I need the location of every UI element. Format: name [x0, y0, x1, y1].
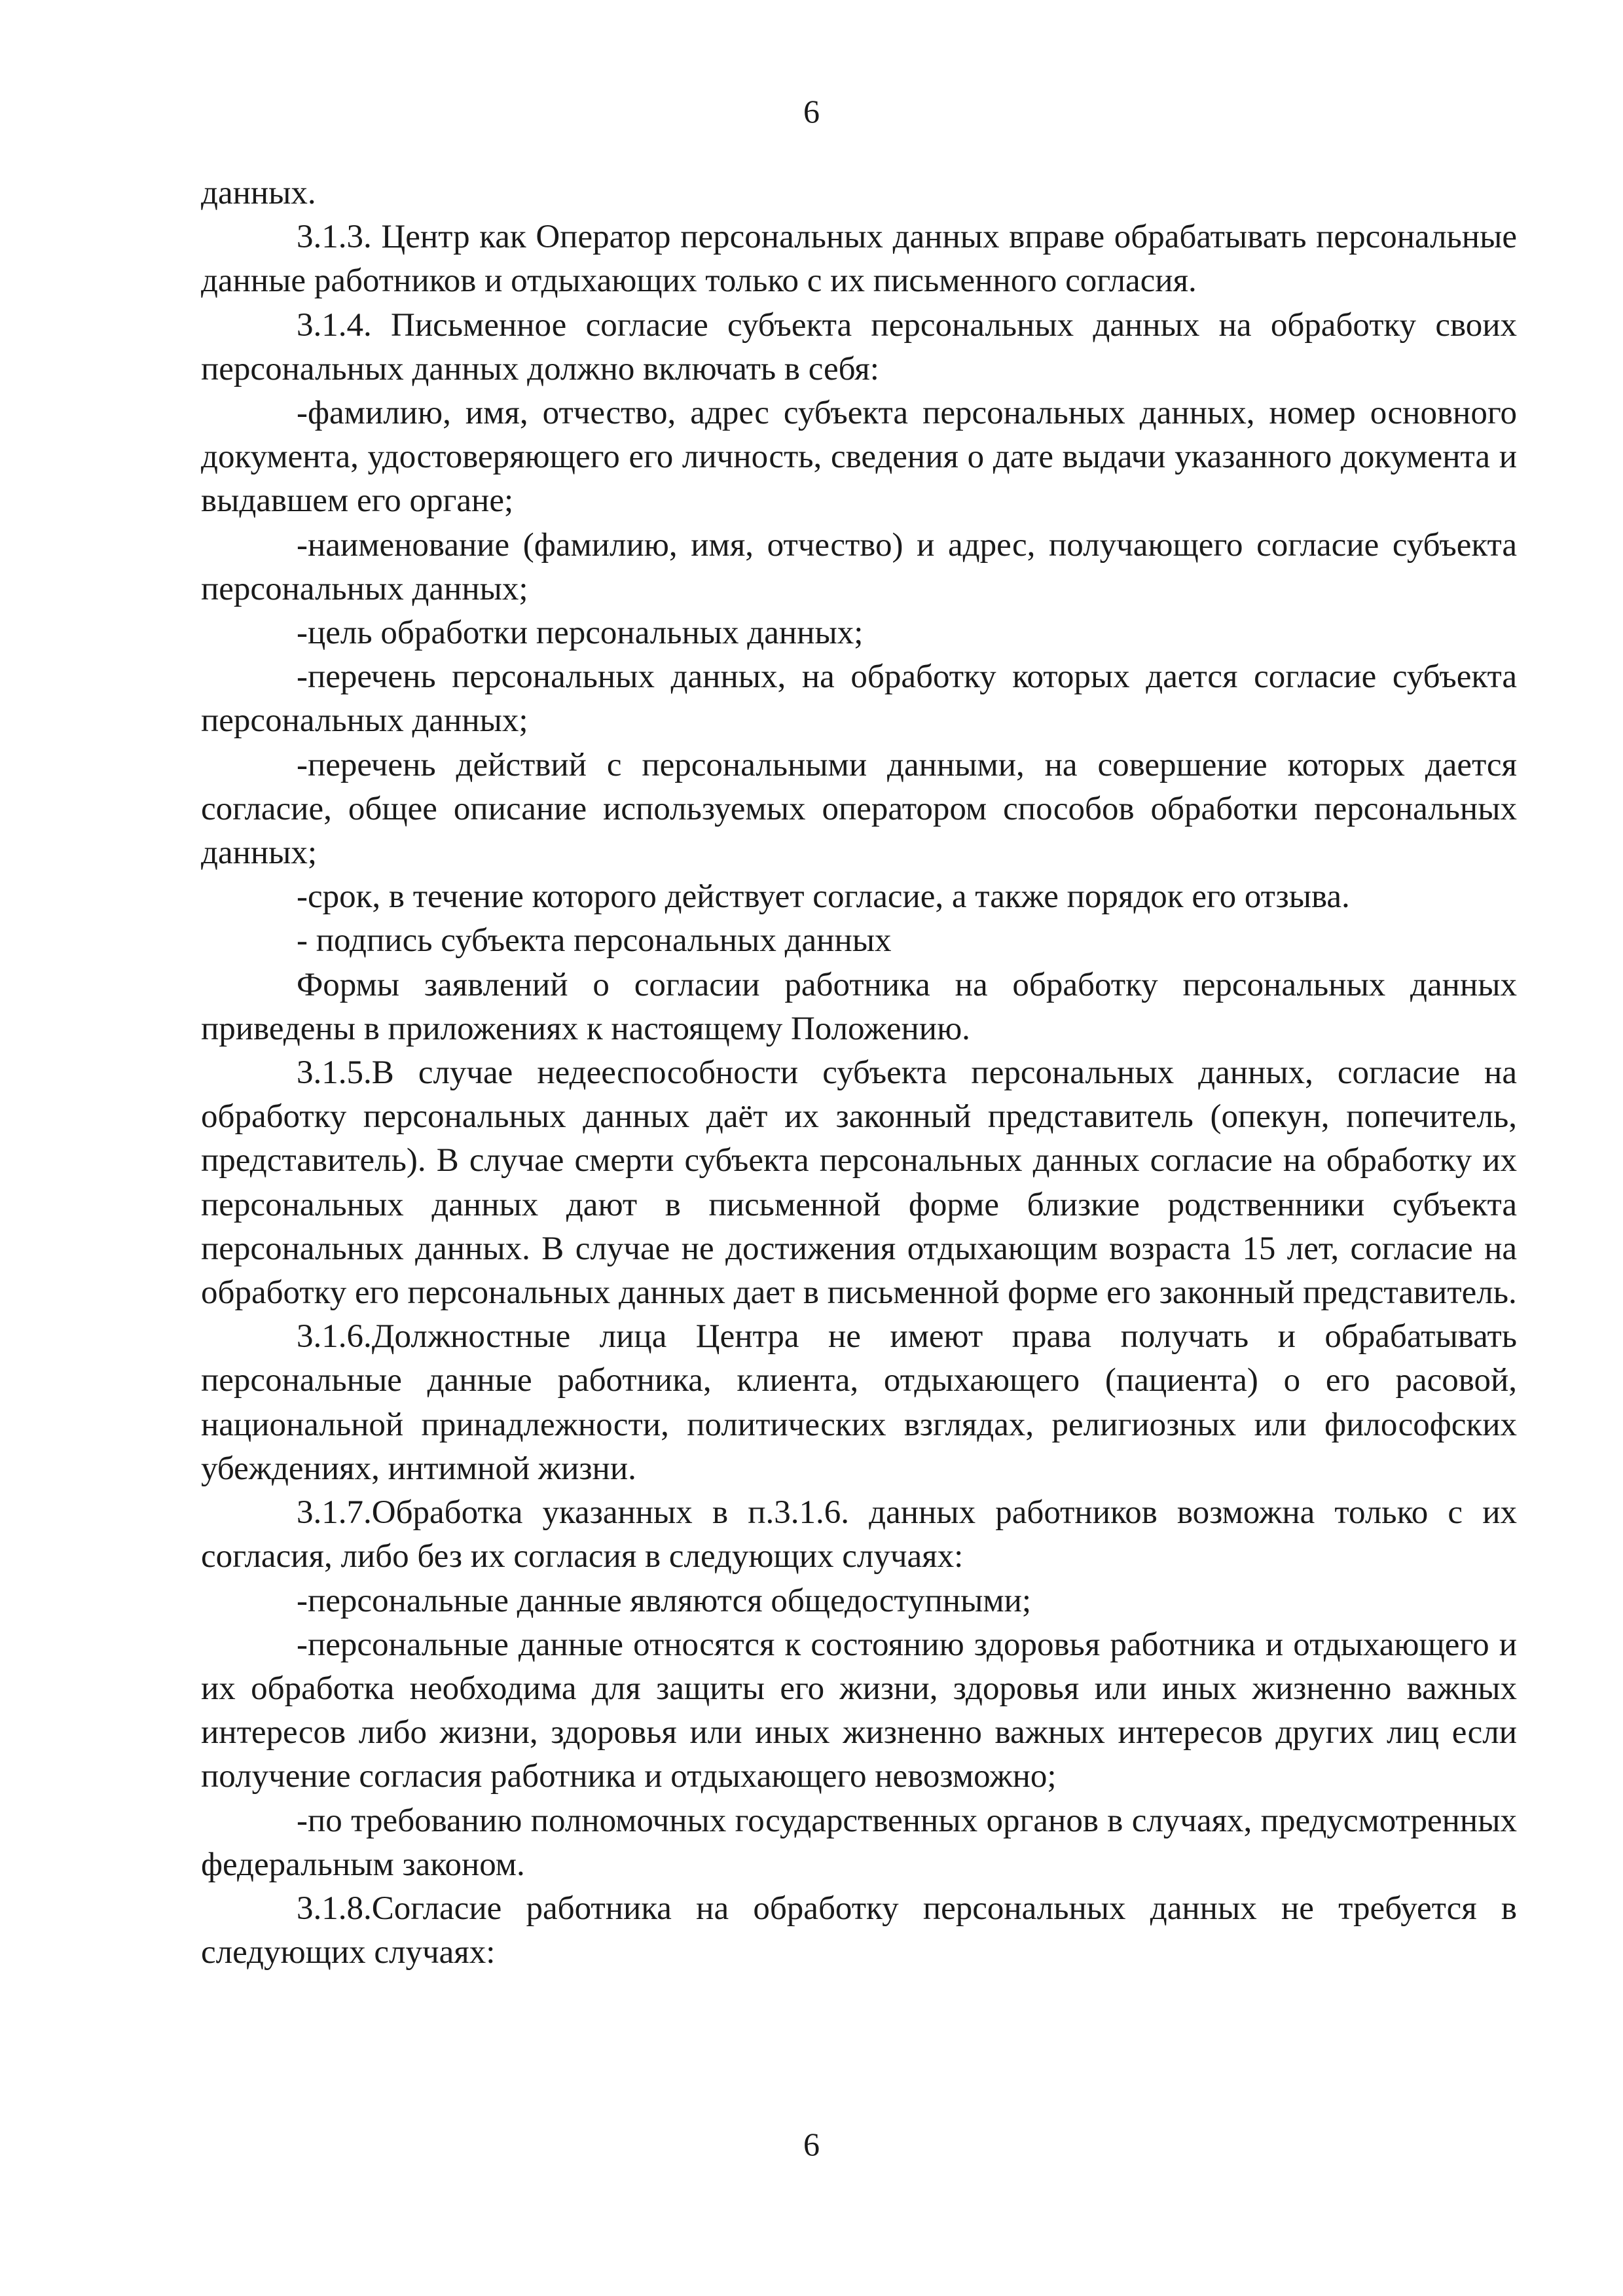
paragraph: 3.1.5.В случае недееспособности субъекта персональных данных, согласие на обработку персональных данных даёт их законный представитель (опекун, попечитель, представитель). В случае смерти субъекта персональных данных согласие на обработку их персональных данных дают в письменной форме близкие родственники субъекта персональных данных. В случае не достижения отдыхающим возраста 15 лет, согласие на обработку его персональных данных дает в письменной форме его законный представитель.: [201, 1054, 1517, 1312]
page-number-bottom: 6: [803, 2126, 820, 2162]
paragraph: данных.: [201, 175, 316, 211]
paragraph: 3.1.4. Письменное согласие субъекта персональных данных на обработку своих персональных данных должно включать в себя:: [201, 306, 1517, 387]
paragraph: -срок, в течение которого действует согласие, а также порядок его отзыва.: [297, 878, 1350, 916]
paragraph: -персональные данные относятся к состоянию здоровья работника и отдыхающего и их обработка необходима для защиты его жизни, здоровья или иных жизненно важных интересов либо жизни, здоровья или иных жизненно важных интересов других лиц если получение согласия работника и отдыхающего невозможно;: [201, 1626, 1517, 1795]
paragraph: -персональные данные являются общедоступными;: [297, 1582, 1032, 1619]
paragraph: Формы заявлений о согласии работника на обработку персональных данных приведены в приложениях к настоящему Положению.: [201, 966, 1517, 1047]
paragraph: 3.1.8.Согласие работника на обработку персональных данных не требуется в следующих случаях:: [201, 1890, 1517, 1971]
paragraph: -перечень персональных данных, на обработку которых дается согласие субъекта персональных данных;: [201, 658, 1517, 740]
page-number-top: 6: [803, 93, 820, 130]
paragraph: 3.1.7.Обработка указанных в п.3.1.6. данных работников возможна только с их согласия, либо без их согласия в следующих случаях:: [201, 1494, 1517, 1575]
paragraph: 3.1.3. Центр как Оператор персональных данных вправе обрабатывать персональные данные работников и отдыхающих только с их письменного согласия.: [201, 219, 1517, 300]
paragraph: 3.1.6.Должностные лица Центра не имеют права получать и обрабатывать персональные данные работника, клиента, отдыхающего (пациента) о его расовой, национальной принадлежности, политических взглядах, религиозных или философских убеждениях, интимной жизни.: [201, 1318, 1517, 1487]
paragraph: -по требованию полномочных государственных органов в случаях, предусмотренных федеральным законом.: [201, 1802, 1517, 1883]
paragraph: -цель обработки персональных данных;: [297, 615, 864, 652]
paragraph: -перечень действий с персональными данными, на совершение которых дается согласие, общее описание используемых оператором способов обработки персональных данных;: [201, 746, 1517, 872]
paragraph: -наименование (фамилию, имя, отчество) и адрес, получающего согласие субъекта персональных данных;: [201, 526, 1517, 607]
document-body: [201, 171, 1517, 1975]
paragraph: - подпись субъекта персональных данных: [297, 922, 892, 960]
paragraph: -фамилию, имя, отчество, адрес субъекта персональных данных, номер основного документа, удостоверяющего его личность, сведения о дате выдачи указанного документа и выдавшем его органе;: [201, 395, 1517, 520]
